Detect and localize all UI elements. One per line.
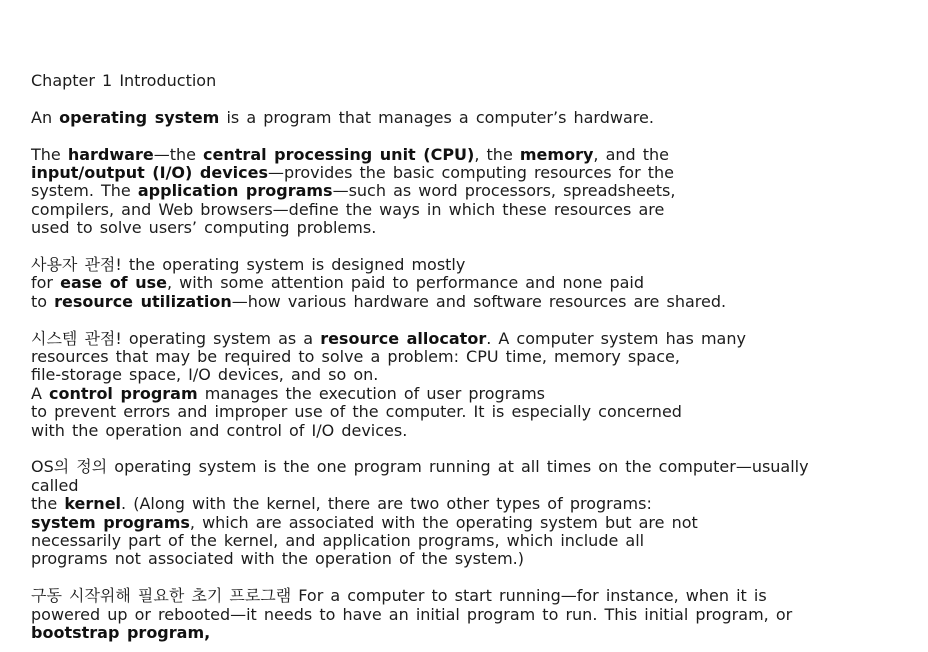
- text-span: resources that may be required to solve a problem: CPU time, memory space,: [31, 347, 680, 367]
- text-line: [31, 385, 911, 403]
- text-span: 시스템 관점! operating system as a: [31, 328, 321, 348]
- bold-term: operating system: [59, 107, 220, 127]
- text-span: manages the execution of user programs: [197, 383, 546, 403]
- text-span: A: [31, 383, 50, 403]
- text-line: [31, 458, 911, 476]
- paragraph-spacer: [31, 440, 911, 458]
- bold-term: central processing unit (CPU): [203, 144, 475, 164]
- text-line: [31, 606, 911, 624]
- bold-term: ease of use: [60, 273, 167, 293]
- text-span: OS의 정의 operating system is the one program running at all times on the computer—usually: [31, 457, 809, 477]
- bold-term: input/output (I/O) devices: [31, 163, 268, 182]
- bold-term: kernel: [64, 494, 122, 514]
- text-line: [31, 274, 911, 292]
- text-line: [31, 293, 911, 311]
- text-line: [31, 495, 911, 513]
- paragraph-spacer: [31, 311, 911, 329]
- text-span: . (Along with the kernel, there are two other types of programs:: [121, 494, 652, 514]
- text-line: [31, 164, 911, 182]
- paragraph: [31, 256, 911, 311]
- bold-term: resource allocator: [320, 328, 487, 348]
- text-span: with the operation and control of I/O devices.: [31, 420, 408, 440]
- text-line: [31, 514, 911, 532]
- text-span: An: [31, 107, 60, 127]
- paragraph-spacer: [31, 127, 911, 145]
- text-span: —provides the basic computing resources for the: [267, 163, 674, 182]
- text-span: system. The: [31, 181, 138, 201]
- text-span: . A computer system has many: [486, 328, 746, 348]
- text-span: used to solve users’ computing problems.: [31, 218, 377, 238]
- text-span: programs not associated with the operation of the system.): [31, 549, 524, 569]
- text-span: to prevent errors and improper use of the computer. It is especially concerned: [31, 402, 682, 422]
- text-line: [31, 182, 911, 200]
- text-span: 사용자 관점! the operating system is designed mostly: [31, 255, 466, 275]
- bold-term: hardware: [67, 144, 154, 164]
- paragraph: [31, 330, 911, 440]
- paragraph-list: [31, 90, 911, 642]
- text-span: called: [31, 475, 79, 495]
- bold-term: memory: [519, 144, 594, 164]
- text-span: The: [31, 144, 68, 164]
- bold-term: resource utilization: [54, 291, 232, 311]
- text-line: [31, 109, 911, 127]
- paragraph-spacer: [31, 569, 911, 587]
- text-line: [31, 146, 911, 164]
- bold-term: bootstrap program,: [31, 623, 211, 643]
- text-span: powered up or rebooted—it needs to have an initial program to run. This initial program, or: [31, 604, 793, 624]
- paragraph-spacer: [31, 238, 911, 256]
- bold-term: application programs: [137, 181, 333, 201]
- text-span: —the: [153, 144, 204, 164]
- document-body: [31, 72, 911, 643]
- chapter-heading: Chapter 1 Introduction: [31, 71, 217, 90]
- paragraph-spacer: [31, 90, 911, 108]
- paragraph: [31, 458, 911, 568]
- text-line: [31, 256, 911, 274]
- text-line: [31, 550, 911, 568]
- text-span: , with some attention paid to performance and none paid: [166, 273, 644, 293]
- text-line: [31, 201, 911, 219]
- text-span: the: [31, 494, 65, 514]
- paragraph: [31, 146, 911, 238]
- text-line: [31, 477, 911, 495]
- text-line: [31, 587, 911, 605]
- text-span: 구동 시작위해 필요한 초기 프로그램 For a computer to start running—for instance, when it is: [31, 586, 767, 606]
- text-span: to: [31, 291, 55, 311]
- text-line: [31, 532, 911, 550]
- text-span: compilers, and Web browsers—define the ways in which these resources are: [31, 199, 665, 219]
- text-span: is a program that manages a computer’s hardware.: [219, 107, 654, 127]
- text-span: file-storage space, I/O devices, and so on.: [31, 365, 379, 385]
- text-line: [31, 422, 911, 440]
- text-line: [31, 330, 911, 348]
- text-line: [31, 366, 911, 384]
- text-span: , which are associated with the operating system but are not: [189, 512, 698, 532]
- text-span: , and the: [593, 144, 670, 164]
- bold-term: system programs: [31, 512, 190, 532]
- text-span: for: [31, 273, 61, 293]
- text-span: , the: [474, 144, 520, 164]
- text-line: [31, 403, 911, 421]
- text-span: necessarily part of the kernel, and application programs, which include all: [31, 531, 645, 551]
- text-span: —such as word processors, spreadsheets,: [332, 181, 676, 201]
- paragraph: [31, 587, 911, 642]
- text-span: —how various hardware and software resources are shared.: [231, 291, 727, 311]
- text-line: [31, 219, 911, 237]
- paragraph: [31, 109, 911, 127]
- text-line: [31, 348, 911, 366]
- bold-term: control program: [49, 383, 198, 403]
- text-line: [31, 624, 911, 642]
